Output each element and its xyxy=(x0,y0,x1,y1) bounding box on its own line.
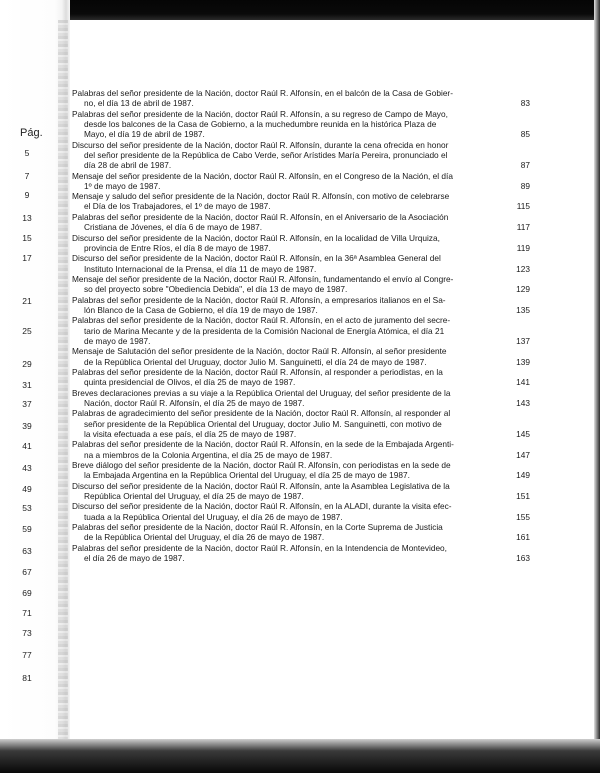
toc-entry xyxy=(72,315,530,346)
left-page-number: 31 xyxy=(22,380,32,390)
toc-entry xyxy=(72,542,530,564)
left-page-number: 49 xyxy=(22,484,32,494)
toc-entry xyxy=(72,139,530,171)
left-page-number: 37 xyxy=(22,399,32,409)
toc-entry-page-number: 135 xyxy=(516,304,530,315)
toc-entry-line: so del proyecto sobre "Obediencia Debida", el día 13 de mayo de 1987. xyxy=(84,284,348,295)
toc-entry xyxy=(72,108,530,140)
toc-entry-page-number: 145 xyxy=(516,428,530,439)
toc-entry-line: Palabras del señor presidente de la Nación, doctor Raúl R. Alfonsín, a su regreso de Campo de Mayo, xyxy=(72,108,448,119)
toc-entry xyxy=(72,294,530,315)
toc-entry xyxy=(72,460,530,481)
toc-entry-line: Mensaje y saludo del señor presidente de la Nación, doctor Raúl R. Alfonsín, con motivo de celebrarse xyxy=(72,191,450,202)
left-page-number: 13 xyxy=(22,213,32,223)
left-page-number: 53 xyxy=(22,503,32,513)
toc-entry-line: Palabras del señor presidente de la Nación, doctor Raúl R. Alfonsín, en el acto de juramento del secre- xyxy=(72,315,451,326)
toc-entry xyxy=(72,439,530,460)
toc-entry xyxy=(72,191,530,212)
toc-entry-line: Cristiana de Jóvenes, el día 6 de mayo de 1987. xyxy=(84,222,263,233)
toc-entry-page-number: 87 xyxy=(520,160,530,170)
left-page-number: 77 xyxy=(22,650,32,660)
left-page-number: 73 xyxy=(22,628,32,638)
toc-entry-line: provincia de Entre Ríos, el día 8 de mayo de 1987. xyxy=(84,242,271,253)
toc-entry xyxy=(72,170,530,191)
toc-entry xyxy=(72,232,530,253)
left-page-number: 7 xyxy=(24,171,30,181)
toc-entry xyxy=(72,408,530,439)
toc-entry xyxy=(72,88,530,109)
left-page-number: 63 xyxy=(22,546,32,556)
toc-entry-line: Breves declaraciones previas a su viaje a la República Oriental del Uruguay, del señor presidente de la xyxy=(72,387,451,398)
toc-entry xyxy=(72,274,530,295)
toc-entry xyxy=(72,211,530,233)
toc-entry xyxy=(72,253,530,274)
toc-entry-page-number: 151 xyxy=(516,490,530,501)
toc-entry-page-number: 149 xyxy=(516,470,530,481)
toc-entry-page-number: 85 xyxy=(520,129,530,140)
toc-entry xyxy=(72,346,530,367)
toc-entry-line: Discurso del señor presidente de la Nación, doctor Raúl R. Alfonsín, en la localidad de Villa Urquiza, xyxy=(72,232,440,243)
toc-entry-line: 1º de mayo de 1987. xyxy=(84,180,161,191)
toc-entry-line: lón Blanco de la Casa de Gobierno, el día 19 de mayo de 1987. xyxy=(84,304,318,315)
page-fold-shadow xyxy=(58,20,68,740)
left-page-number: 21 xyxy=(22,296,32,306)
toc-entry-line: Mensaje del señor presidente de la Nación, doctor Raúl R. Alfonsín, en el Congreso de la Nación, el día xyxy=(72,170,453,181)
toc-entry-page-number: 117 xyxy=(516,222,530,233)
toc-entry-line: Mensaje del señor presidente de la Nación, doctor Raúl R. Alfonsín, fundamentando el envío al Congre- xyxy=(72,274,454,285)
toc-entry-page-number: 139 xyxy=(516,356,530,367)
toc-entry-line: el Día de los Trabajadores, el 1º de mayo de 1987. xyxy=(84,201,271,212)
scan-bottom-shadow xyxy=(0,739,600,773)
left-page-number: 43 xyxy=(22,463,32,473)
toc-entry-line: la visita efectuada a ese país, el día 25 de mayo de 1987. xyxy=(84,428,297,439)
toc-entry-line: Palabras del señor presidente de la Nación, doctor Raúl R. Alfonsín, en el balcón de la Casa de Gobier- xyxy=(72,88,453,98)
left-page-number: 9 xyxy=(24,190,30,200)
scan-top-shadow xyxy=(0,0,600,20)
toc-entry-page-number: 123 xyxy=(516,263,530,274)
toc-entry-page-number: 163 xyxy=(516,553,530,564)
toc-entry-line: Palabras del señor presidente de la Nación, doctor Raúl R. Alfonsín, en el Aniversario de la Asociación xyxy=(72,211,449,222)
toc-entry-line: Palabras del señor presidente de la Nación, doctor Raúl R. Alfonsín, al responder a periodistas, en la xyxy=(72,367,443,378)
left-page-number: 39 xyxy=(22,421,32,431)
toc-entry-page-number: 143 xyxy=(516,397,530,408)
toc-entry-line: Discurso del señor presidente de la Nación, doctor Raúl R. Alfonsín, en la 36ª Asamblea General del xyxy=(72,253,441,264)
left-page-number: 15 xyxy=(22,233,32,243)
toc-entry xyxy=(72,387,530,408)
toc-entry-page-number: 137 xyxy=(516,335,530,346)
toc-entry-line: tario de Marina Mecante y de la presidenta de la Comisión Nacional de Energía Atómica, el día 21 xyxy=(84,325,445,336)
toc-entry xyxy=(72,501,530,522)
toc-entry-line: Palabras del señor presidente de la Nación, doctor Raúl R. Alfonsín, en la sede de la Embajada Argenti- xyxy=(72,439,454,450)
toc-entry-line: República Oriental del Uruguay, el día 25 de mayo de 1987. xyxy=(84,490,304,501)
toc-entry-line: tuada a la República Oriental del Uruguay, el día 26 de mayo de 1987. xyxy=(84,511,343,522)
toc-entry-line: del señor presidente de la República de Cabo Verde, señor Arístides María Pereira, pronunciado el xyxy=(84,149,448,160)
toc-entry-page-number: 141 xyxy=(516,377,530,388)
toc-entry-line: na a miembros de la Colonia Argentina, el día 25 de mayo de 1987. xyxy=(84,449,333,460)
toc-entry-line: Palabras del señor presidente de la Nación, doctor Raúl R. Alfonsín, en la Intendencia de Montevideo, xyxy=(72,542,447,553)
left-page-number: 29 xyxy=(22,359,32,369)
toc-entry-line: desde los balcones de la Casa de Gobierno, a la muchedumbre reunida en la histórica Plaza de xyxy=(84,118,437,129)
toc-entry-line: no, el día 13 de abril de 1987. xyxy=(84,98,194,109)
toc-entry xyxy=(72,522,530,543)
left-page-number: 17 xyxy=(22,253,32,263)
toc-entry-line: la Embajada Argentina en la República Oriental del Uruguay, el día 25 de mayo de 1987. xyxy=(84,470,410,481)
toc-entry-line: Discurso del señor presidente de la Nación, doctor Raúl R. Alfonsín, en la ALADI, durante la visita efec- xyxy=(72,501,452,512)
toc-entry-line: quinta presidencial de Olivos, el día 25 de mayo de 1987. xyxy=(84,377,296,388)
toc-entry-page-number: 119 xyxy=(516,242,530,253)
toc-entry-line: Palabras del señor presidente de la Nación, doctor Raúl R. Alfonsín, a empresarios italianos en el Sa- xyxy=(72,294,446,305)
left-page-number: 5 xyxy=(24,148,30,158)
toc-entry-line: de mayo de 1987. xyxy=(84,335,151,346)
toc-entry-line: Mayo, el día 19 de abril de 1987. xyxy=(84,129,205,140)
toc-entry xyxy=(72,367,530,388)
left-page-number: 67 xyxy=(22,567,32,577)
toc-entry-line: Breve diálogo del señor presidente de la Nación, doctor Raúl R. Alfonsín, con periodistas en la sede de xyxy=(72,460,451,471)
toc-entry-line: Instituto Internacional de la Prensa, el día 11 de mayo de 1987. xyxy=(84,263,317,274)
toc-entry-page-number: 147 xyxy=(516,449,530,460)
left-page-number: 69 xyxy=(22,588,32,598)
toc-entry-line: Palabras de agradecimiento del señor presidente de la Nación, doctor Raúl R. Alfonsín, al responder al xyxy=(72,408,451,419)
toc-entry-page-number: 89 xyxy=(520,180,530,191)
toc-entry-page-number: 115 xyxy=(516,201,530,212)
left-page-number: 25 xyxy=(22,326,32,336)
left-page-number: 59 xyxy=(22,524,32,534)
table-of-contents xyxy=(72,88,530,564)
toc-entry-page-number: 129 xyxy=(516,284,530,295)
toc-entry-page-number: 155 xyxy=(516,511,530,522)
toc-entry-line: Nación, doctor Raúl R. Alfonsín, el día 25 de mayo de 1987. xyxy=(84,397,305,408)
left-page-number: 71 xyxy=(22,608,32,618)
toc-entry-line: Palabras del señor presidente de la Nación, doctor Raúl R. Alfonsín, en la Corte Suprema de Justicia xyxy=(72,522,443,533)
toc-entry-line: Discurso del señor presidente de la Nación, doctor Raúl R. Alfonsín, ante la Asamblea Legislativa de la xyxy=(72,480,450,491)
toc-entry-line: día 28 de abril de 1987. xyxy=(84,160,172,171)
toc-entry-line: Mensaje de Salutación del señor presidente de la Nación, doctor Raúl R. Alfonsín, al señor presidente xyxy=(72,346,447,357)
toc-entry-page-number: 83 xyxy=(520,98,530,109)
toc-entry xyxy=(72,480,530,501)
toc-entry-line: de la República Oriental del Uruguay, doctor Julio M. Sanguinetti, el día 24 de mayo de 1987. xyxy=(84,356,427,367)
toc-entry-line: Discurso del señor presidente de la Nación, doctor Raúl R. Alfonsín, durante la cena ofrecida en honor xyxy=(72,139,449,150)
toc-entry-page-number: 161 xyxy=(516,532,530,543)
left-page-number: 41 xyxy=(22,441,32,451)
toc-entry-line: el día 26 de mayo de 1987. xyxy=(84,553,185,564)
toc-entry-line: de la República Oriental del Uruguay, el día 26 de mayo de 1987. xyxy=(84,532,325,543)
page-column-heading: Pág. xyxy=(20,127,43,139)
left-page-number: 81 xyxy=(22,673,32,683)
scan-right-edge xyxy=(594,0,600,773)
toc-entry-line: señor presidente de la República Oriental del Uruguay, doctor Julio M. Sanguinetti, con motivo de xyxy=(84,418,442,429)
